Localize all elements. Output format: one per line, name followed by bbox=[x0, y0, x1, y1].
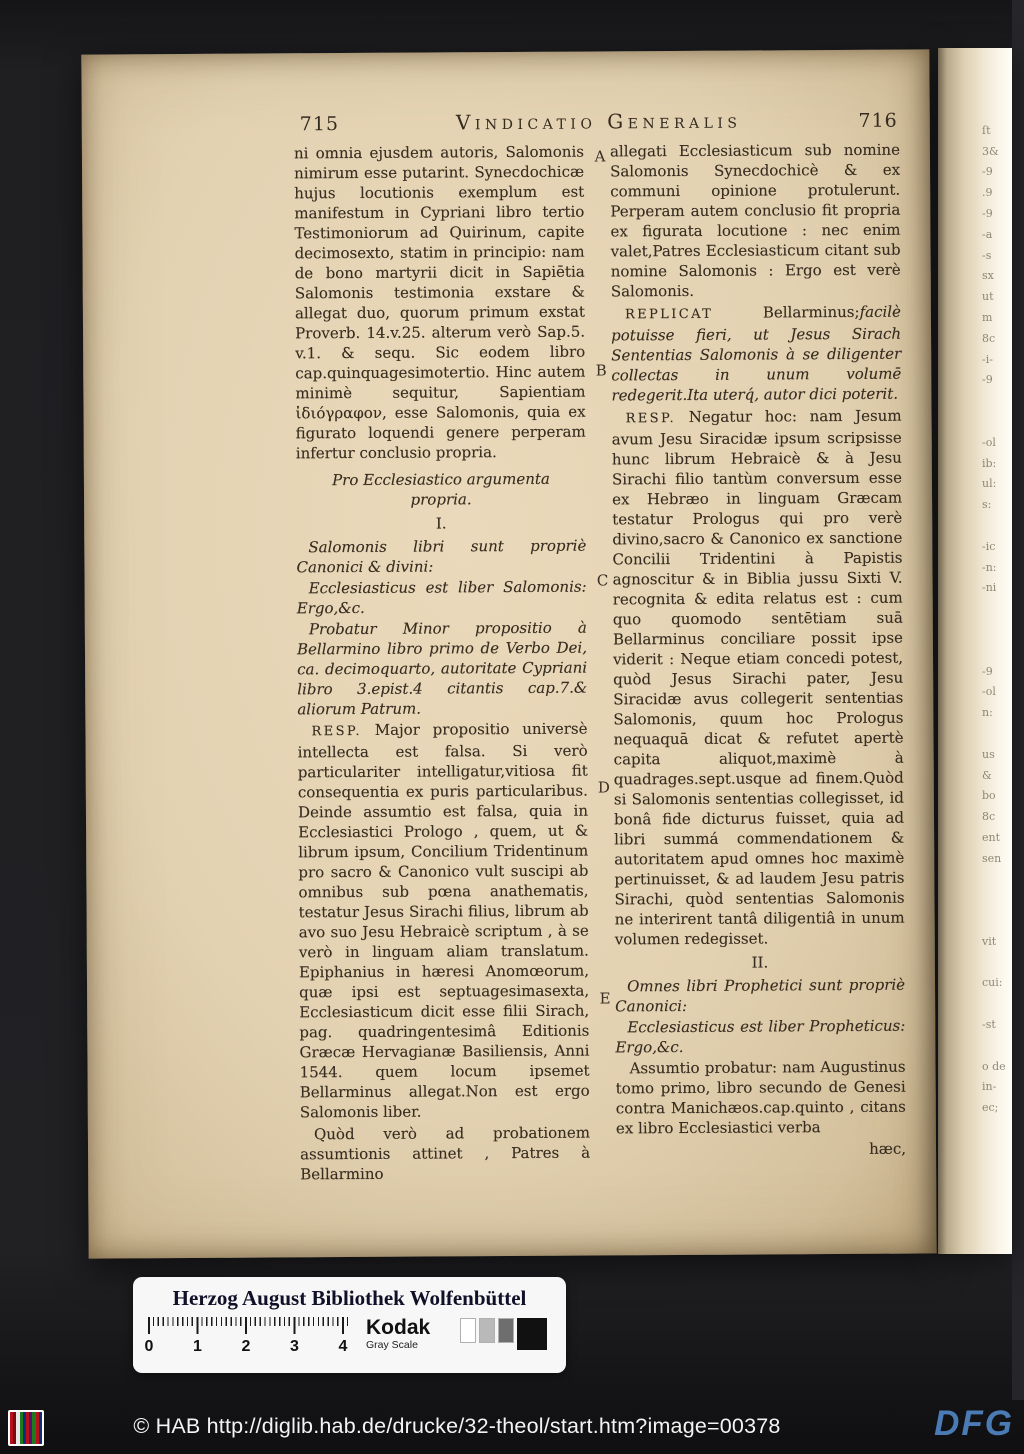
edge-text-fragment: .9 bbox=[982, 186, 993, 200]
two-column-text bbox=[294, 140, 906, 1187]
edge-text-fragment bbox=[982, 1140, 1008, 1161]
gray-patch bbox=[460, 1318, 476, 1343]
column-reference-letter: B bbox=[595, 361, 607, 380]
edge-text-fragment: ib: bbox=[982, 456, 997, 470]
gray-patch bbox=[498, 1318, 514, 1343]
italic-phrase: facilè potuisse fieri, ut Jesus Sirach Sententias Salomonis à se diligenter collectas in unum volumē redegerit.Ita uterq́, autor dici poterit. bbox=[611, 302, 902, 405]
edge-text-fragment: cui: bbox=[982, 976, 1003, 990]
edge-text-fragment: 3& bbox=[982, 144, 999, 158]
edge-text-fragment: in- bbox=[982, 1080, 997, 1094]
paragraph-lead: RESP. bbox=[311, 723, 362, 740]
text-block: ni omnia ejusdem autoris, Salomonis nimirum esse putarint. Synecdochicæ hujus locutionis exemplum est manifestum in Cypriani libro tertio Testimoniorum ad Quirinum, capite decimosexto, statim in principio: nam de bono martyrii dicit in Sapiētia Salomonis testimonia exstare & allegat duo, quorum primum exstat Proverb. 14.v.25. alterum verò Sap.5. v.1. & sequ. Sic eodem libro cap.quinquagesimotertio. Hinc autem minimè sequitur, Sapientiam ἰδιόγραφον, esse Salomonis, quia ex figurato loquendi genere perperam infertur conclusio propria. bbox=[293, 142, 586, 463]
text-block: Ecclesiasticus est liber Salomonis: Ergo,&c. bbox=[296, 577, 587, 618]
gray-patch bbox=[517, 1318, 547, 1350]
edge-text-fragment bbox=[982, 620, 1008, 641]
edge-text-fragment: ut bbox=[982, 290, 994, 304]
edge-text-fragment bbox=[982, 1036, 1008, 1057]
text-block: Ecclesiasticus est liber Propheticus: Ergo,&c. bbox=[615, 1016, 906, 1057]
edge-text-fragment: bo bbox=[982, 789, 996, 803]
edge-text-fragment bbox=[982, 641, 1008, 662]
text-block: Salomonis libri sunt propriè Canonici & divini: bbox=[296, 536, 587, 577]
text-block: Quòd verò ad probationem assumtionis attinet , Patres à Bellarmino bbox=[299, 1123, 591, 1184]
text-block: Omnes libri Prophetici sunt propriè Canonici: bbox=[615, 975, 906, 1016]
copyright-url: © HAB http://diglib.hab.de/drucke/32-theol/start.htm?image=00378 bbox=[133, 1414, 781, 1438]
edge-text-fragment: -n: bbox=[982, 560, 997, 574]
edge-text-fragment: vit bbox=[982, 934, 997, 948]
ruler-numbers bbox=[143, 1338, 349, 1356]
text-block: Pro Ecclesiastico argumenta propria. bbox=[331, 469, 550, 509]
text-block: II. bbox=[751, 953, 769, 972]
column-reference-letter: D bbox=[597, 778, 610, 797]
scale-ruler bbox=[144, 1317, 352, 1356]
edge-text-fragment bbox=[982, 1119, 1008, 1140]
page-content bbox=[294, 108, 907, 1187]
text-block: I. bbox=[435, 514, 447, 533]
edge-text-fragment: -a bbox=[982, 227, 993, 241]
gray-scale-patches bbox=[460, 1318, 547, 1350]
dfg-logo: DFG bbox=[934, 1404, 1014, 1443]
edge-text-fragment bbox=[982, 869, 1008, 890]
text-block: RESP. Negatur hoc: nam Jesum avum Jesu Siracidæ ipsum scripsisse hunc librum Hebraicè & à Jesu Sirachi filio tantùm conversum esse ex Hebræo in linguam Græcam testatur Prologus qui pro verè divino,sacro & Canonico ex sanctione Concilii Tridentini à Papistis agnoscitur & in Biblia jussu Sixti V. recognita & edita relatus est : cum quo quomodo sentētiam suā Bellarminus conciliare possit ipse viderit : Neque etiam concedi potest, quòd Jesus Sirachi pater, Jesu Siracidæ avus collegerit sententias Salomonis, quum hoc Prologus nequaquā dicat & refutet apertè capita aliquot,maximè à quadrages.sept.usque ad finem.Quòd si Salomonis sententias collegisset, id bonâ fide dicturus fuisset, quia ad libri summá commendationem & autoritatem apud omnes hoc maximè pertinuisset, & ad laudem Jesu patris Sirachi, quòd sententias Salomonis ne interirent tantâ diligentiâ in unum volumen redegisset. bbox=[611, 406, 905, 949]
page-header bbox=[294, 108, 900, 144]
paragraph-lead: REPLICAT bbox=[624, 306, 714, 323]
ruler-number: 3 bbox=[290, 1338, 299, 1355]
edge-text-fragment: -9 bbox=[982, 165, 993, 179]
column-reference-letter: C bbox=[596, 571, 609, 590]
edge-text-fragment: & bbox=[982, 768, 992, 782]
edge-text-fragment: -i- bbox=[982, 352, 993, 366]
ruler-number: 4 bbox=[338, 1338, 348, 1355]
kodak-text bbox=[366, 1317, 446, 1351]
kodak-label: Kodak bbox=[366, 1316, 431, 1339]
ruler-number: 0 bbox=[144, 1338, 154, 1355]
edge-text-fragment: ſt bbox=[982, 123, 991, 137]
edge-text-fragment: -ic bbox=[982, 539, 996, 553]
ruler-number: 1 bbox=[193, 1338, 202, 1355]
edge-text-fragment: ul: bbox=[982, 477, 997, 491]
text-block: Assumtio probatur: nam Augustinus tomo primo, libro secundo de Genesi contra Manichæos.cap.quinto , citans ex libro Ecclesiastici verba bbox=[615, 1057, 906, 1138]
edge-text-fragment bbox=[982, 724, 1008, 745]
ruler-number: 2 bbox=[241, 1338, 251, 1355]
edge-text-fragment bbox=[982, 994, 1008, 1015]
adjacent-page-text-fragments bbox=[982, 100, 1008, 1161]
text-block: REPLICAT Bellarminus;facilè potuisse fieri, ut Jesus Sirach Sententias Salomonis à se diligenter collectas in unum volumē redegerit.Ita uterq́, autor dici poterit. bbox=[611, 302, 902, 405]
text-block: allegati Ecclesiasticum sub nomine Salomonis Synecdochicè & ex communi opinione protulerunt. Perperam autem conclusio fit propria ex figurata locutione : nec enim valet,Patres Ecclesiasticum citant sub nomine Salomonis : Ergo est verè Salomonis. bbox=[609, 140, 901, 301]
text-block: RESP. Major propositio universè intellecta est falsa. Si verò particulariter intelligatur,vitiosa fit consequentia ex puris particularibus. Deinde assumtio est falsa, quia in Ecclesiastici Prologo , quem, ut & librum ipsum, Concilium Tridentinum pro sacro & Canonico vult suscipi ab omnibus sub pœna anathematis, testatur Jesus Sirachi filius, librum ab avo suo Jesu Hebraicè scriptum , à se verò in linguam aliam translatum. Epiphanius in hæresi Anomœorum, quæ ipsi est septuagesimasexta, Ecclesiasticum dicit esse filii Sirach, pag. quadringentesimâ Editionis Græcæ Hervagianæ Basiliensis, Anni 1544. quem locum ipsemet Bellarminus allegat.Non est ergo Salomonis liber. bbox=[297, 719, 590, 1122]
column-reference-letter: E bbox=[599, 989, 611, 1008]
edge-text-fragment bbox=[982, 890, 1008, 911]
page-number-right: 716 bbox=[858, 109, 898, 132]
edge-text-fragment: sen bbox=[982, 851, 1002, 865]
paragraph-lead: RESP. bbox=[625, 410, 677, 427]
running-title: Vindicatio Generalis bbox=[455, 108, 742, 135]
left-text-column bbox=[294, 142, 590, 1187]
book-page-scan bbox=[81, 49, 936, 1258]
edge-text-fragment: -ni bbox=[982, 581, 997, 595]
footer-bar bbox=[0, 1402, 1024, 1454]
color-barcode-icon bbox=[8, 1410, 44, 1446]
edge-text-fragment bbox=[982, 953, 1008, 974]
edge-text-fragment: 8c bbox=[982, 810, 996, 824]
column-reference-letter: A bbox=[594, 147, 606, 166]
edge-text-fragment bbox=[982, 412, 1008, 433]
edge-text-fragment: -s bbox=[982, 248, 992, 262]
edge-text-fragment: -9 bbox=[982, 664, 993, 678]
edge-text-fragment bbox=[982, 599, 1008, 620]
edge-text-fragment: 8c bbox=[982, 331, 996, 345]
edge-text-fragment: n: bbox=[982, 706, 993, 720]
kodak-gray-scale bbox=[366, 1317, 547, 1351]
edge-text-fragment bbox=[982, 911, 1008, 932]
edge-text-fragment: s: bbox=[982, 498, 992, 512]
edge-text-fragment: m bbox=[982, 310, 993, 324]
label-row bbox=[133, 1317, 566, 1356]
adjacent-page-edge bbox=[938, 48, 1012, 1254]
text-block: Probatur Minor propositio à Bellarmino libro primo de Verbo Dei, ca. decimoquarto, autoritate Cypriani libro 3.epist.4 citantis cap.7.& aliorum Patrum. bbox=[296, 618, 588, 719]
right-text-column bbox=[610, 140, 906, 1185]
ruler-ticks bbox=[148, 1317, 348, 1334]
scanner-edge-band bbox=[1012, 0, 1024, 1400]
text-block: hæc, bbox=[869, 1139, 907, 1158]
edge-text-fragment: -9 bbox=[982, 206, 993, 220]
edge-text-fragment bbox=[982, 391, 1008, 412]
edge-text-fragment: -st bbox=[982, 1018, 996, 1032]
edge-text-fragment: -9 bbox=[982, 373, 993, 387]
edge-text-fragment bbox=[982, 100, 1008, 121]
edge-text-fragment: ent bbox=[982, 830, 1001, 844]
edge-text-fragment: sx bbox=[982, 269, 994, 283]
library-label-card bbox=[133, 1277, 566, 1373]
edge-text-fragment: -ol bbox=[982, 435, 996, 449]
edge-text-fragment: ec; bbox=[982, 1101, 999, 1115]
edge-text-fragment: o de bbox=[982, 1059, 1006, 1073]
edge-text-fragment: us bbox=[982, 747, 995, 761]
gray-scale-label: Gray Scale bbox=[366, 1339, 418, 1351]
gray-patch bbox=[479, 1318, 495, 1343]
page-number-left: 715 bbox=[299, 113, 340, 136]
library-name: Herzog August Bibliothek Wolfenbüttel bbox=[172, 1286, 527, 1310]
edge-text-fragment bbox=[982, 516, 1008, 537]
edge-text-fragment: -ol bbox=[982, 685, 996, 699]
